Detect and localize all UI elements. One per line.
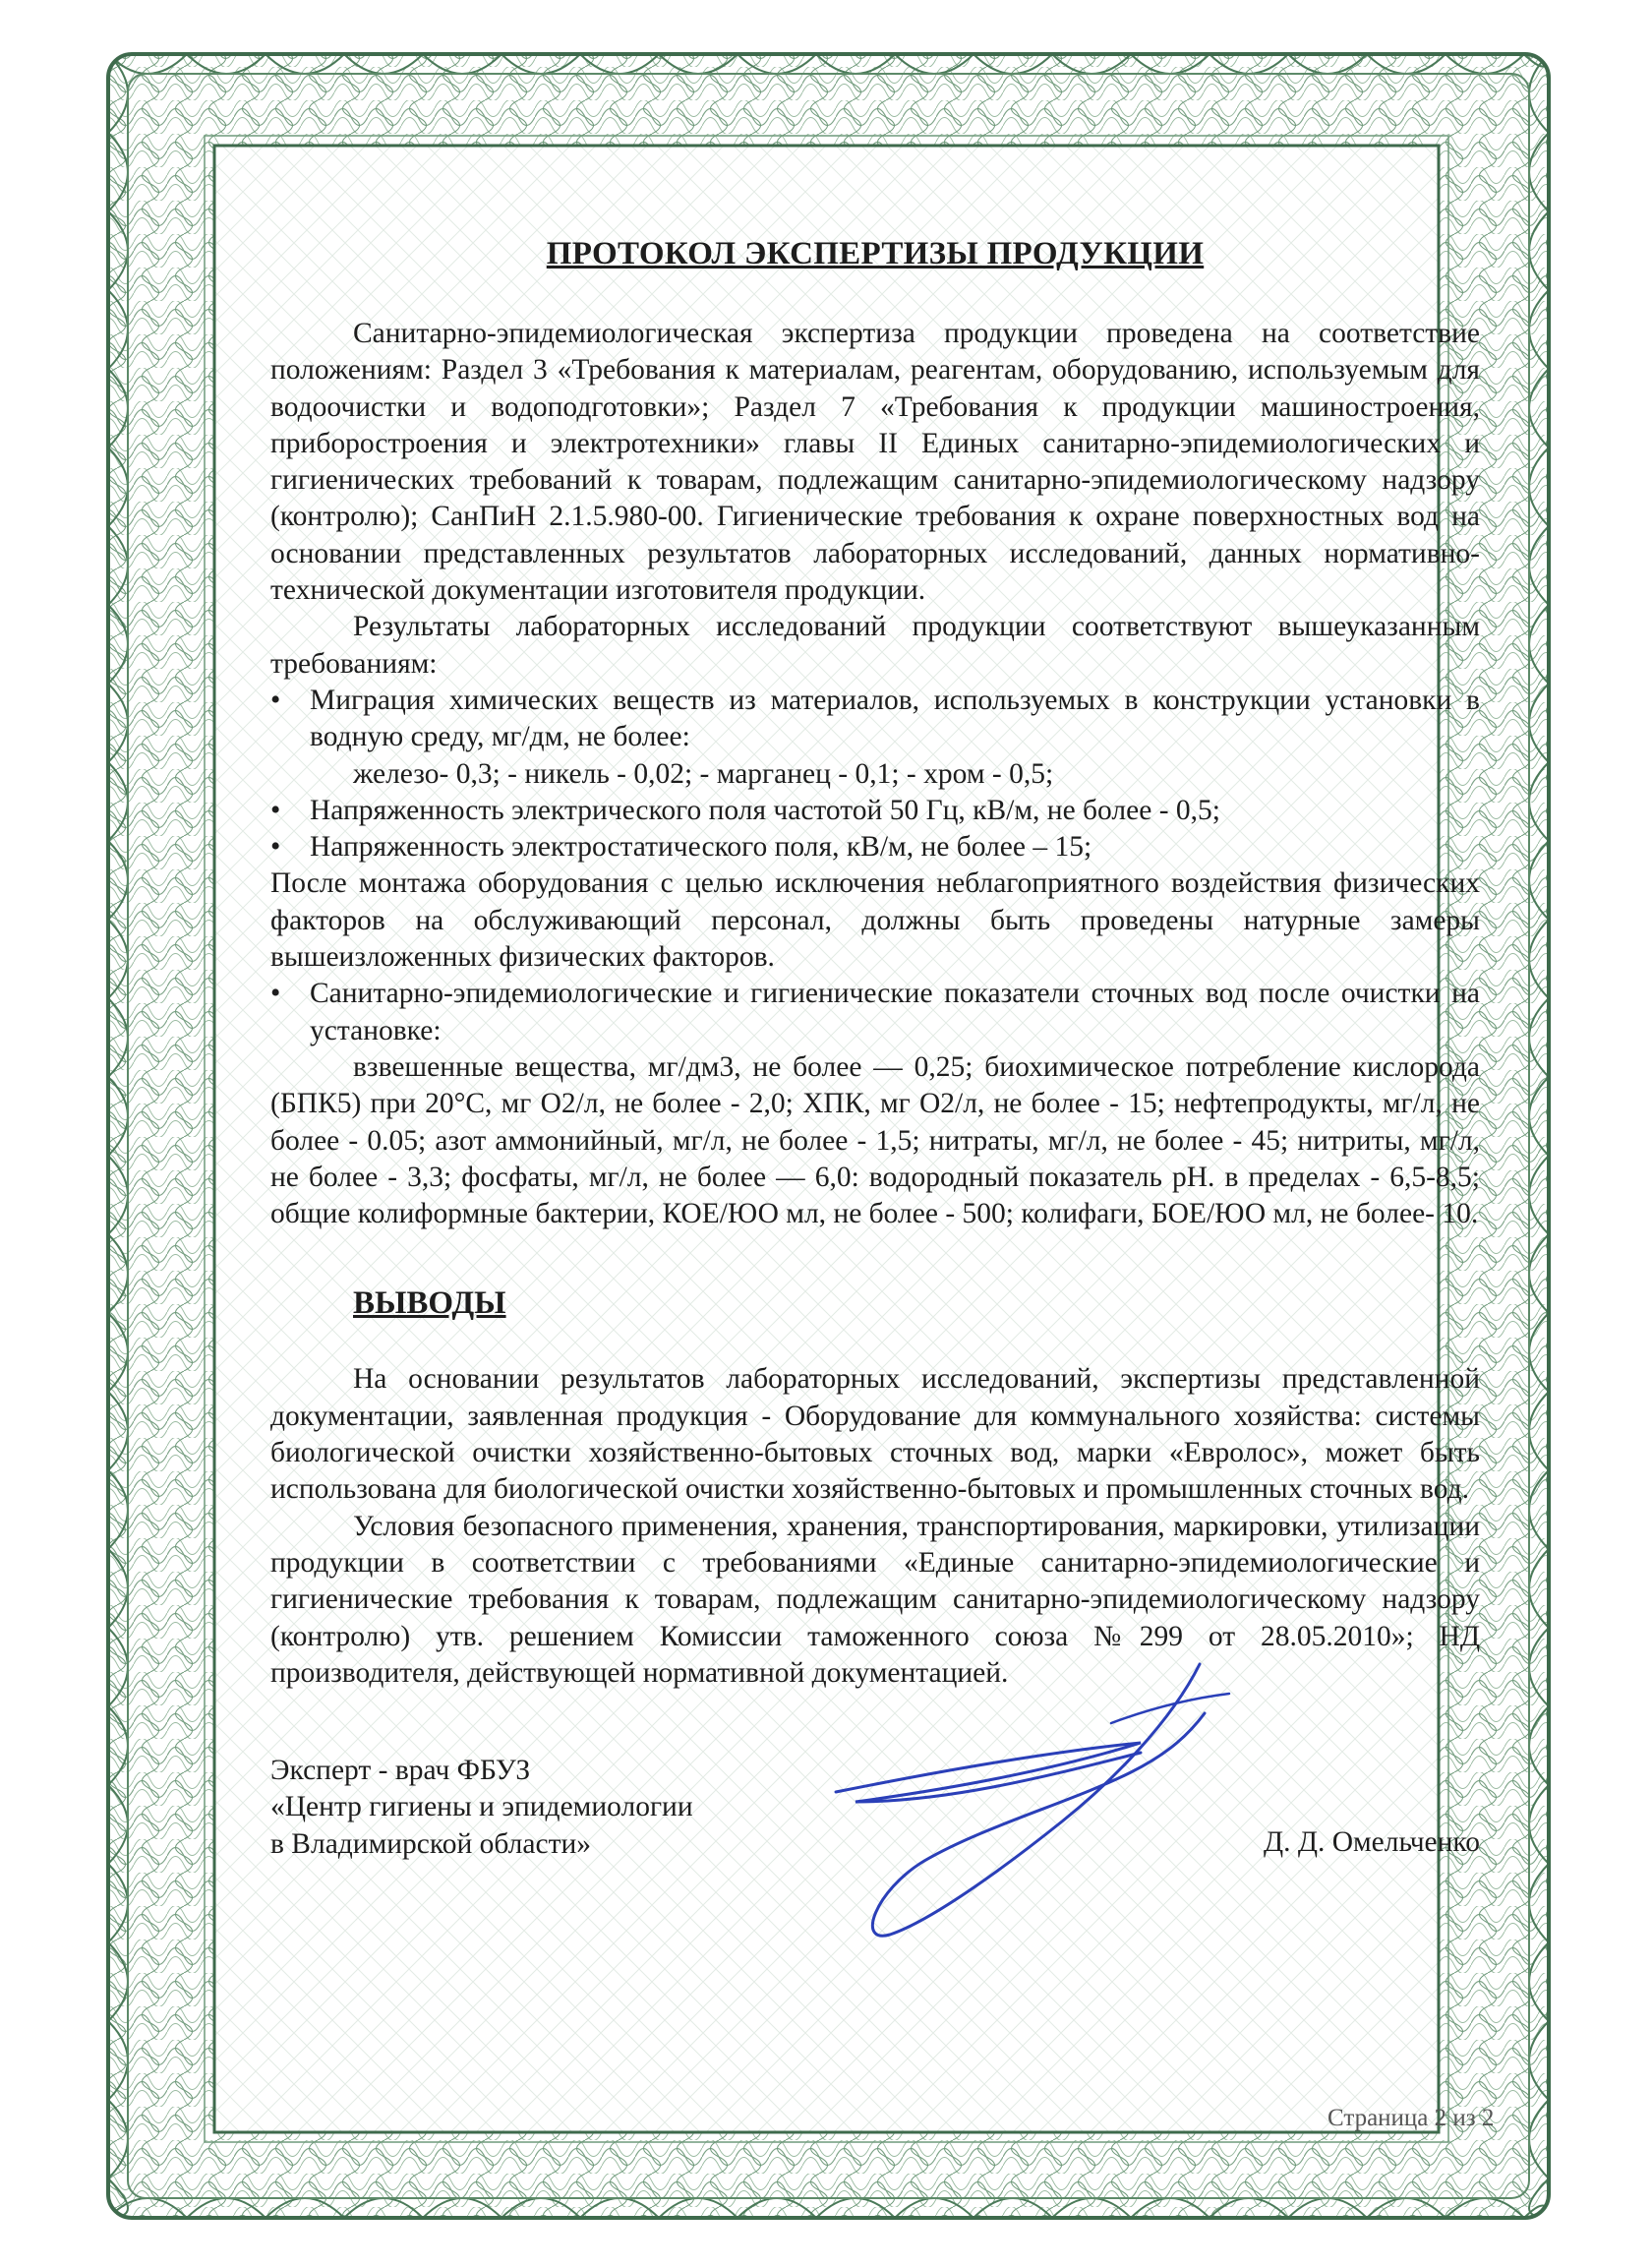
bullet-electrostatic-field <box>270 829 1480 865</box>
results-paragraph: Результаты лабораторных исследований продукции соответствуют вышеуказанным требованиям: <box>270 611 1480 680</box>
bullet-electrostatic-field-text: Напряженность электростатического поля, кВ/м, не более – 15; <box>310 831 1092 864</box>
conclusion-paragraph-2: Условия безопасного применения, хранения, транспортирования, маркировки, утилизации продукции в соответствии с требованиями «Единые санитарно-эпидемиологические и гигиенические требования к товарам, подлежащим санитарно-эпидемиологическому надзору (контролю) утв. решением Комиссии таможенного союза №299 от 28.05.2010»; НД производителя, действующей нормативной документацией. <box>270 1510 1480 1689</box>
after-install-paragraph: После монтажа оборудования с целью исключения неблагоприятного воздействия физических факторов на обслуживающий персонал, должны быть проведены натурные замеры вышеизложенных физических факторов. <box>270 867 1480 974</box>
bullet-icon: • <box>270 978 281 1010</box>
migration-values: железо- 0,3; - никель - 0,02; - марганец - 0,1; - хром - 0,5; <box>353 757 1054 790</box>
signature-block <box>270 1753 1480 1900</box>
conclusion-paragraph-1: На основании результатов лабораторных исследований, экспертизы представленной документации, заявленная продукция - Оборудование для коммунального хозяйства: системы биологической очистки хозяйственно-бытовых сточных вод, марки «Евролос», может быть использована для биологической очистки хозяйственно-бытовых и промышленных сточных вод. <box>270 1363 1480 1506</box>
bullet-wastewater-text: Санитарно-эпидемиологические и гигиенические показатели сточных вод после очистки на установке: <box>310 978 1480 1046</box>
protocol-page <box>270 236 1480 1900</box>
bullet-icon: • <box>270 831 281 864</box>
page-number: Страница 2 из 2 <box>1328 2105 1495 2131</box>
bullet-wastewater <box>270 976 1480 1049</box>
bullet-electric-field <box>270 793 1480 829</box>
bullet-icon: • <box>270 684 281 716</box>
expert-line-3: в Владимирской области» <box>270 1827 591 1860</box>
bullet-icon: • <box>270 794 281 826</box>
bullet-electric-field-text: Напряженность электрического поля частотой 50 Гц, кВ/м, не более - 0,5; <box>310 794 1220 826</box>
expert-line-1: Эксперт - врач ФБУЗ <box>270 1755 531 1787</box>
intro-paragraph: Санитарно-эпидемиологическая экспертиза продукции проведена на соответствие положениям: Раздел 3 «Требования к материалам, реагентам, оборудованию, используемым для водоочистки и водоподготовки»; Раздел 7 «Требования к продукции машиностроения, приборостроения и электротехники» главы II Единых санитарно-эпидемиологических и гигиенических требований к товарам, подлежащим санитарно-эпидемиологическому надзору (контролю); СанПиН 2.1.5.980-00. Гигиенические требования к охране поверхностных вод на основании представленных результатов лабораторных исследований, данных нормативно-технической документации изготовителя продукции. <box>270 318 1480 607</box>
expert-line-2: «Центр гигиены и эпидемиологии <box>270 1791 693 1823</box>
conclusions-title: ВЫВОДЫ <box>353 1285 506 1322</box>
document-title: ПРОТОКОЛ ЭКСПЕРТИЗЫ ПРОДУКЦИИ <box>546 236 1205 271</box>
expert-name: Д. Д. Омельченко <box>1263 1826 1480 1859</box>
bullet-migration-text: Миграция химических веществ из материалов, используемых в конструкции установки в водную среду, мг/дм, не более: <box>310 684 1480 753</box>
wastewater-values: взвешенные вещества, мг/дм3, не более — 0,25; биохимическое потребление кислорода (БПК5) при 20°С, мг О2/л, не более - 2,0; ХПК, мг О2/л, не более - 15; нефтепродукты, мг/л, не более - 0.05; азот аммонийный, мг/л, не более - 1,5; нитраты, мг/л, не более - 45; нитриты, мг/л, не более - 3,3; фосфаты, мг/л, не более — 6,0: водородный показатель рН. в пределах - 6,5-8,5; общие колиформные бактерии, КОЕ/ЮО мл, не более - 500; колифаги, БОЕ/ЮО мл, не более- 10. <box>270 1050 1480 1230</box>
bullet-migration <box>270 683 1480 756</box>
handwritten-signature <box>816 1654 1259 1949</box>
